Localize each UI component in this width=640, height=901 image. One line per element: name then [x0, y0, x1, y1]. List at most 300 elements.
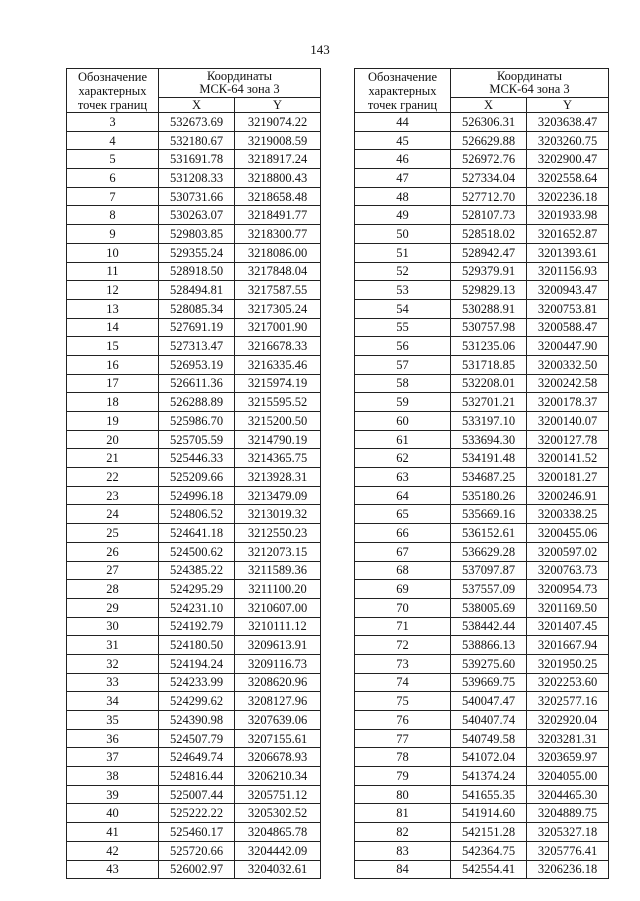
y-coordinate-cell: 3200338.25: [527, 505, 609, 524]
y-coordinate-cell: 3217848.04: [235, 262, 321, 281]
point-number-cell: 81: [355, 804, 451, 823]
y-coordinate-cell: 3201950.25: [527, 654, 609, 673]
y-coordinate-cell: 3218086.00: [235, 243, 321, 262]
y-coordinate-cell: 3218800.43: [235, 169, 321, 188]
x-coordinate-cell: 526953.19: [159, 355, 235, 374]
y-coordinate-cell: 3217001.90: [235, 318, 321, 337]
y-coordinate-cell: 3209613.91: [235, 636, 321, 655]
point-number-cell: 66: [355, 524, 451, 543]
point-designation-header: Обозначение характерных точек границ: [67, 69, 159, 113]
y-coordinate-cell: 3200246.91: [527, 486, 609, 505]
y-coordinate-cell: 3201667.94: [527, 636, 609, 655]
y-coordinate-cell: 3202920.04: [527, 711, 609, 730]
point-number-cell: 31: [67, 636, 159, 655]
table-row: [67, 299, 321, 318]
x-coordinate-cell: 534687.25: [451, 468, 527, 487]
table-row: [355, 131, 609, 150]
table-row: [355, 187, 609, 206]
y-coordinate-cell: 3203638.47: [527, 113, 609, 132]
left-table-body: [67, 113, 321, 879]
x-coordinate-cell: 526611.36: [159, 374, 235, 393]
point-number-cell: 41: [67, 823, 159, 842]
y-coordinate-cell: 3200127.78: [527, 430, 609, 449]
table-row: [67, 374, 321, 393]
point-number-cell: 69: [355, 580, 451, 599]
table-row: [67, 673, 321, 692]
x-coordinate-cell: 532180.67: [159, 131, 235, 150]
table-row: [67, 711, 321, 730]
point-number-cell: 16: [67, 355, 159, 374]
table-row: [355, 673, 609, 692]
point-number-cell: 49: [355, 206, 451, 225]
table-row: [355, 150, 609, 169]
table-row: [67, 767, 321, 786]
x-coordinate-cell: 528518.02: [451, 225, 527, 244]
y-coordinate-cell: 3205302.52: [235, 804, 321, 823]
x-coordinate-cell: 524816.44: [159, 767, 235, 786]
x-coordinate-cell: 525209.66: [159, 468, 235, 487]
point-number-cell: 52: [355, 262, 451, 281]
table-row: [355, 860, 609, 879]
point-number-cell: 40: [67, 804, 159, 823]
table-row: [355, 561, 609, 580]
point-number-cell: 72: [355, 636, 451, 655]
x-coordinate-cell: 539669.75: [451, 673, 527, 692]
table-row: [355, 113, 609, 132]
y-coordinate-cell: 3210111.12: [235, 617, 321, 636]
table-row: [67, 823, 321, 842]
table-row: [355, 524, 609, 543]
table-row: [67, 281, 321, 300]
x-coordinate-cell: 530263.07: [159, 206, 235, 225]
y-coordinate-cell: 3215595.52: [235, 393, 321, 412]
table-row: [67, 113, 321, 132]
y-coordinate-cell: 3207639.06: [235, 711, 321, 730]
y-coordinate-cell: 3201933.98: [527, 206, 609, 225]
table-row: [67, 243, 321, 262]
table-row: [355, 823, 609, 842]
point-number-cell: 38: [67, 767, 159, 786]
table-row: [355, 654, 609, 673]
point-number-cell: 60: [355, 412, 451, 431]
x-coordinate-cell: 541072.04: [451, 748, 527, 767]
x-coordinate-cell: 542554.41: [451, 860, 527, 879]
table-row: [355, 804, 609, 823]
y-header: Y: [527, 98, 609, 113]
right-table-body: [355, 113, 609, 879]
x-coordinate-cell: 538442.44: [451, 617, 527, 636]
y-coordinate-cell: 3217305.24: [235, 299, 321, 318]
x-coordinate-cell: 524194.24: [159, 654, 235, 673]
point-number-cell: 18: [67, 393, 159, 412]
y-coordinate-cell: 3211589.36: [235, 561, 321, 580]
point-number-cell: 77: [355, 729, 451, 748]
table-row: [67, 131, 321, 150]
point-number-cell: 36: [67, 729, 159, 748]
table-row: [67, 169, 321, 188]
y-coordinate-cell: 3204889.75: [527, 804, 609, 823]
table-row: [355, 729, 609, 748]
point-number-cell: 78: [355, 748, 451, 767]
y-coordinate-cell: 3215200.50: [235, 412, 321, 431]
x-coordinate-cell: 524507.79: [159, 729, 235, 748]
x-coordinate-cell: 527313.47: [159, 337, 235, 356]
table-row: [355, 337, 609, 356]
x-coordinate-cell: 538005.69: [451, 598, 527, 617]
y-coordinate-cell: 3213479.09: [235, 486, 321, 505]
x-coordinate-cell: 526288.89: [159, 393, 235, 412]
x-coordinate-cell: 524996.18: [159, 486, 235, 505]
y-coordinate-cell: 3200447.90: [527, 337, 609, 356]
y-coordinate-cell: 3213928.31: [235, 468, 321, 487]
table-row: [355, 355, 609, 374]
point-number-cell: 73: [355, 654, 451, 673]
y-coordinate-cell: 3201407.45: [527, 617, 609, 636]
y-coordinate-cell: 3200140.07: [527, 412, 609, 431]
x-coordinate-cell: 525007.44: [159, 785, 235, 804]
x-coordinate-cell: 535669.16: [451, 505, 527, 524]
table-row: [355, 393, 609, 412]
x-coordinate-cell: 538866.13: [451, 636, 527, 655]
table-row: [355, 299, 609, 318]
point-number-cell: 67: [355, 542, 451, 561]
x-coordinate-cell: 537557.09: [451, 580, 527, 599]
y-coordinate-cell: 3202558.64: [527, 169, 609, 188]
y-coordinate-cell: 3200455.06: [527, 524, 609, 543]
table-row: [67, 860, 321, 879]
x-coordinate-cell: 530731.66: [159, 187, 235, 206]
x-coordinate-cell: 528494.81: [159, 281, 235, 300]
y-coordinate-cell: 3200332.50: [527, 355, 609, 374]
table-row: [355, 505, 609, 524]
x-coordinate-cell: 524806.52: [159, 505, 235, 524]
table-row: [67, 393, 321, 412]
x-coordinate-cell: 541374.24: [451, 767, 527, 786]
table-row: [67, 505, 321, 524]
point-designation-header: Обозначение характерных точек границ: [355, 69, 451, 113]
x-coordinate-cell: 528107.73: [451, 206, 527, 225]
x-coordinate-cell: 531235.06: [451, 337, 527, 356]
point-number-cell: 63: [355, 468, 451, 487]
y-coordinate-cell: 3200763.73: [527, 561, 609, 580]
point-number-cell: 28: [67, 580, 159, 599]
table-row: [67, 187, 321, 206]
point-number-cell: 70: [355, 598, 451, 617]
y-coordinate-cell: 3201652.87: [527, 225, 609, 244]
y-coordinate-cell: 3201393.61: [527, 243, 609, 262]
y-coordinate-cell: 3215974.19: [235, 374, 321, 393]
x-header: X: [451, 98, 527, 113]
table-row: [67, 486, 321, 505]
y-coordinate-cell: 3218491.77: [235, 206, 321, 225]
x-coordinate-cell: 527691.19: [159, 318, 235, 337]
point-number-cell: 80: [355, 785, 451, 804]
y-coordinate-cell: 3203260.75: [527, 131, 609, 150]
y-coordinate-cell: 3200753.81: [527, 299, 609, 318]
point-number-cell: 57: [355, 355, 451, 374]
point-number-cell: 50: [355, 225, 451, 244]
table-row: [67, 449, 321, 468]
x-coordinate-cell: 528085.34: [159, 299, 235, 318]
table-row: [355, 598, 609, 617]
x-coordinate-cell: 541914.60: [451, 804, 527, 823]
x-coordinate-cell: 542364.75: [451, 841, 527, 860]
table-row: [67, 561, 321, 580]
table-row: [355, 711, 609, 730]
x-coordinate-cell: 533197.10: [451, 412, 527, 431]
table-row: [67, 580, 321, 599]
y-coordinate-cell: 3202253.60: [527, 673, 609, 692]
x-coordinate-cell: 527334.04: [451, 169, 527, 188]
x-coordinate-cell: 524500.62: [159, 542, 235, 561]
point-number-cell: 20: [67, 430, 159, 449]
table-row: [67, 729, 321, 748]
table-row: [67, 636, 321, 655]
y-coordinate-cell: 3206210.34: [235, 767, 321, 786]
point-number-cell: 24: [67, 505, 159, 524]
point-number-cell: 45: [355, 131, 451, 150]
point-number-cell: 15: [67, 337, 159, 356]
y-coordinate-cell: 3210607.00: [235, 598, 321, 617]
table-row: [67, 841, 321, 860]
y-coordinate-cell: 3214365.75: [235, 449, 321, 468]
y-coordinate-cell: 3208620.96: [235, 673, 321, 692]
page-number: 143: [310, 42, 330, 57]
table-row: [67, 748, 321, 767]
y-coordinate-cell: 3203281.31: [527, 729, 609, 748]
point-number-cell: 29: [67, 598, 159, 617]
y-coordinate-cell: 3200588.47: [527, 318, 609, 337]
table-row: [355, 374, 609, 393]
y-coordinate-cell: 3200954.73: [527, 580, 609, 599]
x-coordinate-cell: 526629.88: [451, 131, 527, 150]
x-coordinate-cell: 537097.87: [451, 561, 527, 580]
x-coordinate-cell: 527712.70: [451, 187, 527, 206]
x-coordinate-cell: 529355.24: [159, 243, 235, 262]
x-coordinate-cell: 525720.66: [159, 841, 235, 860]
x-coordinate-cell: 525460.17: [159, 823, 235, 842]
point-number-cell: 46: [355, 150, 451, 169]
table-row: [67, 206, 321, 225]
x-coordinate-cell: 525986.70: [159, 412, 235, 431]
x-coordinate-cell: 540047.47: [451, 692, 527, 711]
coordinates-header: Координаты МСК-64 зона 3: [451, 69, 609, 98]
table-row: [355, 617, 609, 636]
x-coordinate-cell: 524649.74: [159, 748, 235, 767]
x-coordinate-cell: 542151.28: [451, 823, 527, 842]
point-number-cell: 19: [67, 412, 159, 431]
point-number-cell: 68: [355, 561, 451, 580]
table-row: [355, 262, 609, 281]
y-coordinate-cell: 3204055.00: [527, 767, 609, 786]
y-coordinate-cell: 3201169.50: [527, 598, 609, 617]
y-coordinate-cell: 3203659.97: [527, 748, 609, 767]
y-coordinate-cell: 3201156.93: [527, 262, 609, 281]
y-coordinate-cell: 3202236.18: [527, 187, 609, 206]
y-coordinate-cell: 3211100.20: [235, 580, 321, 599]
point-number-cell: 14: [67, 318, 159, 337]
y-coordinate-cell: 3205327.18: [527, 823, 609, 842]
table-row: [355, 542, 609, 561]
table-row: [355, 430, 609, 449]
table-row: [67, 262, 321, 281]
x-coordinate-cell: 531691.78: [159, 150, 235, 169]
table-row: [355, 841, 609, 860]
table-row: [67, 412, 321, 431]
y-coordinate-cell: 3219008.59: [235, 131, 321, 150]
x-coordinate-cell: 524299.62: [159, 692, 235, 711]
point-number-cell: 56: [355, 337, 451, 356]
x-coordinate-cell: 532673.69: [159, 113, 235, 132]
y-coordinate-cell: 3202577.16: [527, 692, 609, 711]
table-row: [355, 412, 609, 431]
point-number-cell: 44: [355, 113, 451, 132]
point-number-cell: 75: [355, 692, 451, 711]
table-row: [67, 150, 321, 169]
point-number-cell: 79: [355, 767, 451, 786]
point-number-cell: 34: [67, 692, 159, 711]
point-number-cell: 23: [67, 486, 159, 505]
x-coordinate-cell: 534191.48: [451, 449, 527, 468]
x-coordinate-cell: 541655.35: [451, 785, 527, 804]
point-number-cell: 4: [67, 131, 159, 150]
table-row: [67, 430, 321, 449]
table-row: [355, 486, 609, 505]
table-row: [67, 785, 321, 804]
point-number-cell: 26: [67, 542, 159, 561]
y-coordinate-cell: 3200943.47: [527, 281, 609, 300]
x-coordinate-cell: 535180.26: [451, 486, 527, 505]
y-coordinate-cell: 3207155.61: [235, 729, 321, 748]
point-number-cell: 21: [67, 449, 159, 468]
point-number-cell: 42: [67, 841, 159, 860]
x-coordinate-cell: 524233.99: [159, 673, 235, 692]
point-number-cell: 59: [355, 393, 451, 412]
point-number-cell: 65: [355, 505, 451, 524]
y-coordinate-cell: 3218917.24: [235, 150, 321, 169]
x-coordinate-cell: 539275.60: [451, 654, 527, 673]
point-number-cell: 74: [355, 673, 451, 692]
x-coordinate-cell: 529803.85: [159, 225, 235, 244]
y-coordinate-cell: 3200181.27: [527, 468, 609, 487]
table-row: [355, 281, 609, 300]
x-coordinate-cell: 529829.13: [451, 281, 527, 300]
y-coordinate-cell: 3209116.73: [235, 654, 321, 673]
table-row: [67, 617, 321, 636]
point-number-cell: 12: [67, 281, 159, 300]
coordinates-header: Координаты МСК-64 зона 3: [159, 69, 321, 98]
x-coordinate-cell: 525705.59: [159, 430, 235, 449]
x-coordinate-cell: 524295.29: [159, 580, 235, 599]
point-number-cell: 61: [355, 430, 451, 449]
y-coordinate-cell: 3212550.23: [235, 524, 321, 543]
x-coordinate-cell: 524180.50: [159, 636, 235, 655]
y-coordinate-cell: 3200597.02: [527, 542, 609, 561]
point-number-cell: 10: [67, 243, 159, 262]
x-coordinate-cell: 540749.58: [451, 729, 527, 748]
table-row: [67, 692, 321, 711]
x-coordinate-cell: 528942.47: [451, 243, 527, 262]
point-number-cell: 47: [355, 169, 451, 188]
table-row: [355, 692, 609, 711]
x-coordinate-cell: 532701.21: [451, 393, 527, 412]
point-number-cell: 30: [67, 617, 159, 636]
y-coordinate-cell: 3216678.33: [235, 337, 321, 356]
x-coordinate-cell: 536629.28: [451, 542, 527, 561]
y-coordinate-cell: 3204032.61: [235, 860, 321, 879]
table-row: [355, 318, 609, 337]
point-number-cell: 37: [67, 748, 159, 767]
table-row: [355, 748, 609, 767]
point-number-cell: 8: [67, 206, 159, 225]
y-coordinate-cell: 3212073.15: [235, 542, 321, 561]
x-coordinate-cell: 524641.18: [159, 524, 235, 543]
point-number-cell: 76: [355, 711, 451, 730]
y-coordinate-cell: 3208127.96: [235, 692, 321, 711]
x-header: X: [159, 98, 235, 113]
y-coordinate-cell: 3218300.77: [235, 225, 321, 244]
table-row: [355, 449, 609, 468]
y-header: Y: [235, 98, 321, 113]
y-coordinate-cell: 3219074.22: [235, 113, 321, 132]
table-row: [355, 243, 609, 262]
x-coordinate-cell: 530288.91: [451, 299, 527, 318]
x-coordinate-cell: 531718.85: [451, 355, 527, 374]
x-coordinate-cell: 536152.61: [451, 524, 527, 543]
x-coordinate-cell: 533694.30: [451, 430, 527, 449]
x-coordinate-cell: 524192.79: [159, 617, 235, 636]
y-coordinate-cell: 3204865.78: [235, 823, 321, 842]
x-coordinate-cell: 529379.91: [451, 262, 527, 281]
x-coordinate-cell: 532208.01: [451, 374, 527, 393]
y-coordinate-cell: 3216335.46: [235, 355, 321, 374]
y-coordinate-cell: 3204465.30: [527, 785, 609, 804]
y-coordinate-cell: 3204442.09: [235, 841, 321, 860]
y-coordinate-cell: 3206236.18: [527, 860, 609, 879]
point-number-cell: 82: [355, 823, 451, 842]
point-number-cell: 39: [67, 785, 159, 804]
point-number-cell: 17: [67, 374, 159, 393]
point-number-cell: 84: [355, 860, 451, 879]
point-number-cell: 71: [355, 617, 451, 636]
table-row: [67, 355, 321, 374]
table-row: [67, 225, 321, 244]
table-row: [355, 785, 609, 804]
point-number-cell: 22: [67, 468, 159, 487]
y-coordinate-cell: 3218658.48: [235, 187, 321, 206]
y-coordinate-cell: 3205776.41: [527, 841, 609, 860]
point-number-cell: 35: [67, 711, 159, 730]
table-row: [67, 598, 321, 617]
point-number-cell: 7: [67, 187, 159, 206]
x-coordinate-cell: 524390.98: [159, 711, 235, 730]
point-number-cell: 27: [67, 561, 159, 580]
x-coordinate-cell: 531208.33: [159, 169, 235, 188]
point-number-cell: 32: [67, 654, 159, 673]
y-coordinate-cell: 3206678.93: [235, 748, 321, 767]
table-row: [355, 636, 609, 655]
coordinates-table-left: [66, 68, 321, 879]
point-number-cell: 53: [355, 281, 451, 300]
table-row: [67, 804, 321, 823]
y-coordinate-cell: 3213019.32: [235, 505, 321, 524]
y-coordinate-cell: 3200141.52: [527, 449, 609, 468]
y-coordinate-cell: 3214790.19: [235, 430, 321, 449]
point-number-cell: 43: [67, 860, 159, 879]
y-coordinate-cell: 3217587.55: [235, 281, 321, 300]
point-number-cell: 6: [67, 169, 159, 188]
table-row: [67, 542, 321, 561]
